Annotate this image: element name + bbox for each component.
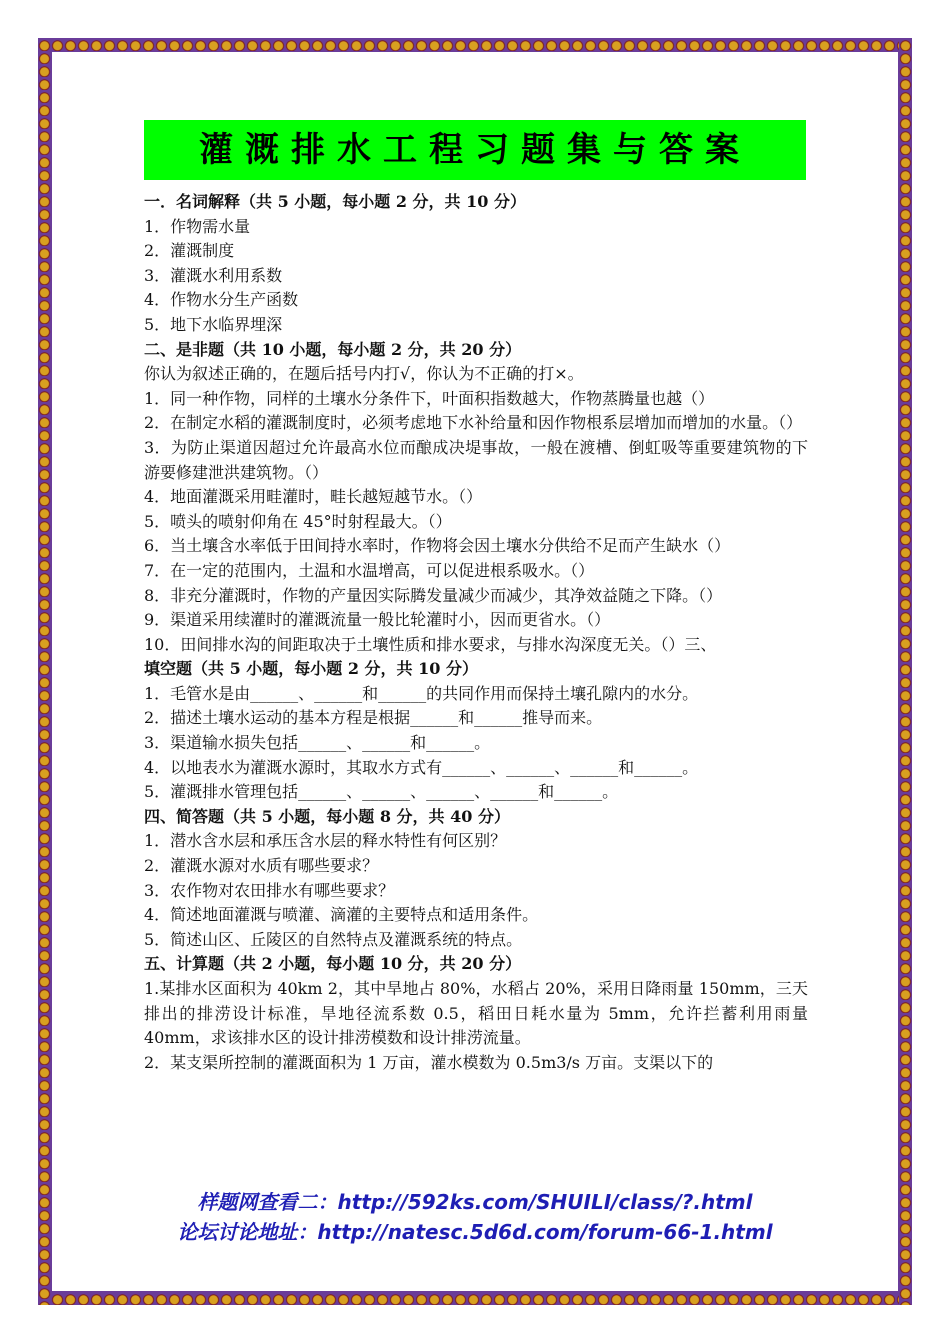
section-heading: 填空题（共 5 小题，每小题 2 分，共 10 分） [144, 659, 478, 679]
question-item: 2．某支渠所控制的灌溉面积为 1 万亩，灌水模数为 0.5m3/s 万亩。支渠以下的 [144, 1052, 714, 1072]
question-item: 1．潜水含水层和承压含水层的释水特性有何区别？ [144, 831, 507, 851]
question-item: 2．描述土壤水运动的基本方程是根据______和______推导而来。 [144, 708, 603, 728]
question-item: 3．农作物对农田排水有哪些要求？ [144, 880, 395, 900]
question-item: 5．地下水临界埋深 [144, 314, 283, 334]
question-item: 10．田间排水沟的间距取决于土壤性质和排水要求，与排水沟深度无关。（）三、 [144, 634, 717, 654]
question-item: 7．在一定的范围内，土温和水温增高，可以促进根系吸水。（） [144, 560, 595, 580]
decorative-border-bottom [38, 1292, 912, 1305]
question-item: 2．在制定水稻的灌溉制度时，必须考虑地下水补给量和因作物根系层增加而增加的水量。（） [144, 413, 803, 433]
question-item: 3．渠道输水损失包括______、______和______。 [144, 733, 491, 753]
question-item: 1．作物需水量 [144, 216, 251, 236]
question-item: 1．同一种作物，同样的土壤水分条件下，叶面积指数越大，作物蒸腾量也越（） [144, 388, 715, 408]
question-item: 5．灌溉排水管理包括______、______、______、______和______。 [144, 782, 619, 802]
question-item: 3．灌溉水利用系数 [144, 265, 283, 285]
section-heading: 五、计算题（共 2 小题，每小题 10 分，共 20 分） [144, 954, 522, 974]
question-item: 1．毛管水是由______、______和______的共同作用而保持土壤孔隙内的水分。 [144, 683, 699, 703]
question-item: 1.某排水区面积为 40km 2，其中旱地占 80%，水稻占 20%，采用日降雨量 150mm，三天排出的排涝设计标准，旱地径流系数 0.5，稻田日耗水量为 5mm，允许拦蓄利用雨量 40mm，求该排水区的设计排涝模数和设计排涝流量。 [144, 979, 808, 1048]
decorative-border-left [38, 38, 51, 1305]
decorative-border-top [38, 38, 912, 51]
question-item: 5．喷头的喷射仰角在 45°时射程最大。（） [144, 511, 452, 531]
document-title: 灌溉排水工程习题集与答案 [144, 120, 806, 180]
question-item: 9．渠道采用续灌时的灌溉流量一般比轮灌时小，因而更省水。（） [144, 610, 611, 630]
decorative-border-right [899, 38, 912, 1305]
question-item: 5．简述山区、丘陵区的自然特点及灌溉系统的特点。 [144, 929, 523, 949]
question-item: 2．灌溉制度 [144, 241, 235, 261]
question-item: 4．简述地面灌溉与喷灌、滴灌的主要特点和适用条件。 [144, 905, 539, 925]
question-item: 2．灌溉水源对水质有哪些要求？ [144, 856, 379, 876]
footer-link-sample-questions[interactable]: 样题网查看二：http://592ks.com/SHUILI/class/?.html [197, 1190, 753, 1214]
question-item: 4．作物水分生产函数 [144, 290, 299, 310]
question-item: 4．地面灌溉采用畦灌时，畦长越短越节水。（） [144, 487, 483, 507]
question-item: 4．以地表水为灌溉水源时，其取水方式有______、______、______和______。 [144, 757, 699, 777]
question-item: 3．为防止渠道因超过允许最高水位而酿成决堤事故，一般在渡槽、倒虹吸等重要建筑物的下游要修建泄洪建筑物。（） [144, 437, 808, 482]
question-item: 8．非充分灌溉时，作物的产量因实际腾发量减少而减少，其净效益随之下降。（） [144, 585, 723, 605]
question-item: 6．当土壤含水率低于田间持水率时，作物将会因土壤水分供给不足而产生缺水（） [144, 536, 731, 556]
section-heading: 一．名词解释（共 5 小题，每小题 2 分，共 10 分） [144, 192, 526, 211]
footer-link-forum[interactable]: 论坛讨论地址：http://natesc.5d6d.com/forum-66-1.html [177, 1220, 773, 1244]
document-body [144, 190, 808, 1075]
section-heading: 四、简答题（共 5 小题，每小题 8 分，共 40 分） [144, 806, 510, 826]
section-heading: 二、是非题（共 10 小题，每小题 2 分，共 20 分） [144, 339, 522, 359]
section-instructions: 你认为叙述正确的，在题后括号内打√，你认为不正确的打×。 [144, 364, 584, 384]
